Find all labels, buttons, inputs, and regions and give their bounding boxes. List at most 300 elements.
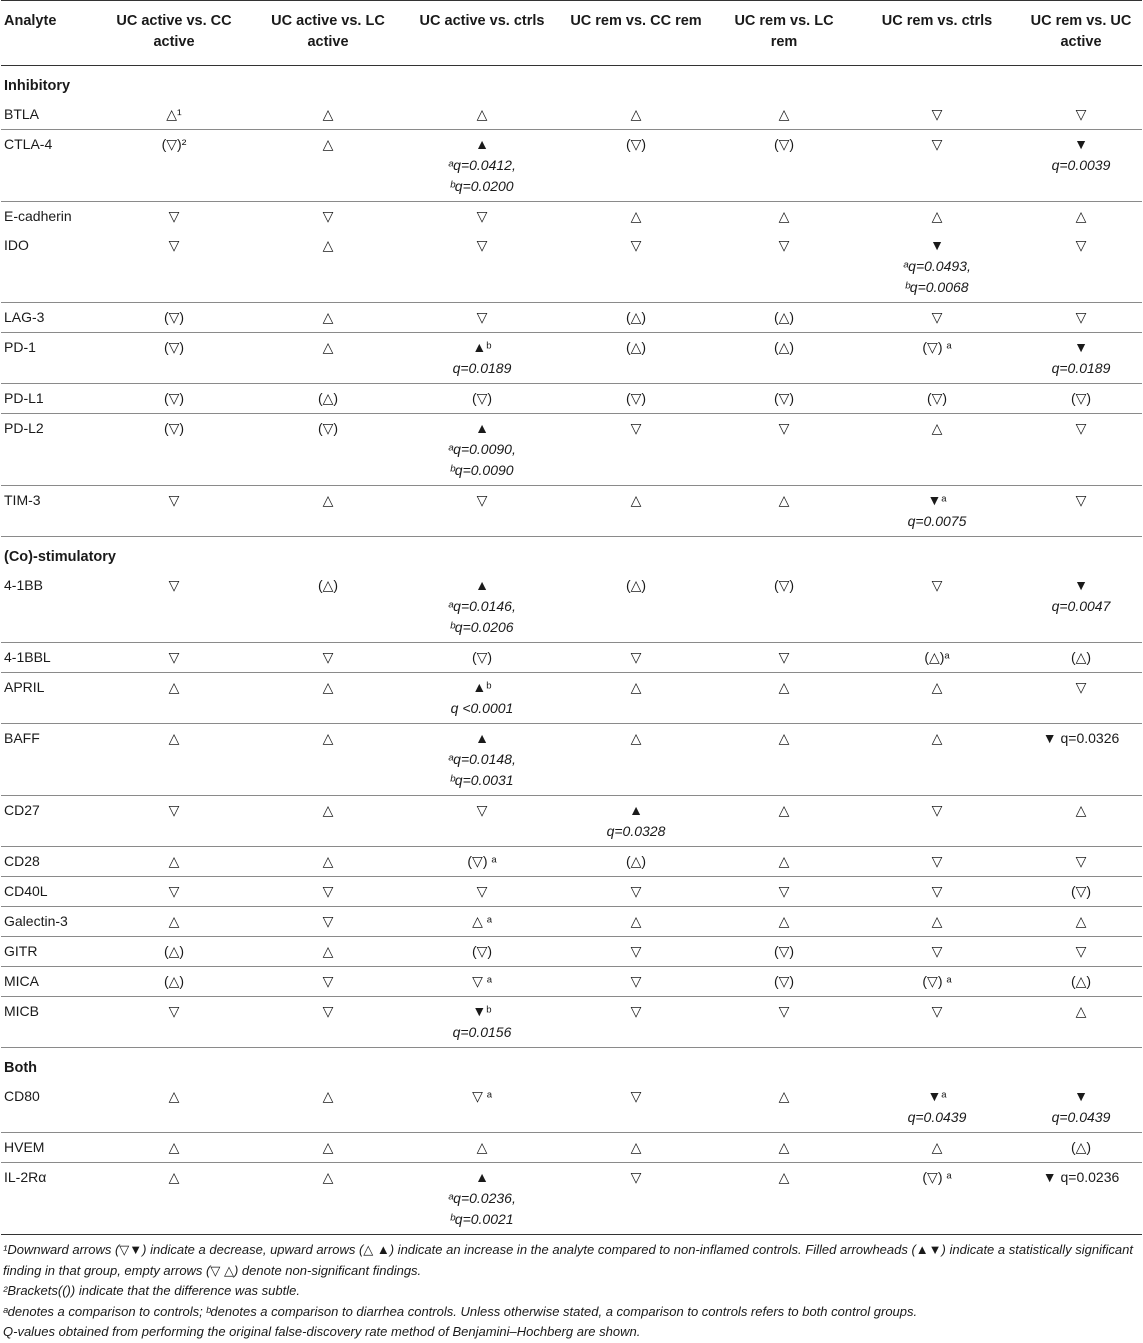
result-arrow: ▽ [630, 883, 642, 899]
results-table [1, 0, 1142, 1235]
result-cell [854, 1082, 1020, 1133]
result-cell [98, 877, 250, 907]
q-value-text: q=0.0439 [907, 1109, 967, 1125]
header-uc-active-vs-lc-active: UC active vs. LC active [250, 1, 406, 66]
result-cell [98, 202, 250, 232]
result-arrow: (▽)² [161, 136, 187, 152]
result-cell [1020, 643, 1142, 673]
table-row [1, 997, 1142, 1048]
result-arrow: ▽ [630, 237, 642, 253]
result-cell [714, 303, 854, 333]
result-cell [1020, 202, 1142, 232]
result-arrow: (△) [1070, 973, 1092, 989]
result-cell [98, 937, 250, 967]
header-uc-active-vs-ctrls: UC active vs. ctrls [406, 1, 558, 66]
q-value-text: ᵇq=0.0031 [450, 772, 514, 788]
result-arrow: △ [931, 1139, 943, 1155]
table-row [1, 333, 1142, 384]
analyte-name: 4-1BBL [1, 643, 98, 673]
result-arrow: ▽ [931, 577, 943, 593]
result-arrow: (▽) [163, 420, 185, 436]
result-cell [558, 907, 714, 937]
footnote-comparisons: ᵃdenotes a comparison to controls; ᵇdenotes a comparison to diarrhea controls. Unless otherwise stated, a comparison to controls refers to both control groups. [3, 1303, 918, 1319]
result-cell [714, 997, 854, 1048]
result-arrow: ▽ [168, 208, 180, 224]
result-cell [98, 796, 250, 847]
result-cell [250, 1133, 406, 1163]
result-arrow: ▽ [1075, 492, 1087, 508]
result-arrow: ▽ [168, 577, 180, 593]
result-arrow: △ [168, 853, 180, 869]
result-arrow: (▽) [773, 943, 795, 959]
result-cell [714, 231, 854, 303]
result-cell [98, 384, 250, 414]
table-row [1, 907, 1142, 937]
result-arrow: (▽) [773, 577, 795, 593]
result-cell [250, 907, 406, 937]
result-cell [558, 130, 714, 202]
result-cell [250, 796, 406, 847]
result-arrow: (▽) [625, 136, 647, 152]
result-cell [250, 130, 406, 202]
result-cell [854, 937, 1020, 967]
analyte-name: IDO [1, 231, 98, 303]
footnotes [0, 1235, 1141, 1343]
result-cell [558, 333, 714, 384]
result-arrow: ▽ [931, 802, 943, 818]
result-arrow: ▽ [322, 973, 334, 989]
result-cell [98, 1133, 250, 1163]
result-cell [558, 877, 714, 907]
result-arrow: ▼ [1074, 577, 1088, 593]
result-arrow: ▲ [475, 730, 489, 746]
result-arrow: △ [168, 1169, 180, 1185]
result-cell [250, 414, 406, 486]
result-cell [98, 231, 250, 303]
result-arrow: ▲ [475, 1169, 489, 1185]
analyte-name: IL-2Rα [1, 1163, 98, 1235]
result-cell [714, 967, 854, 997]
result-cell [854, 1133, 1020, 1163]
result-arrow: △ [1075, 208, 1087, 224]
result-cell [250, 571, 406, 643]
result-arrow: ▽ [1075, 679, 1087, 695]
result-arrow: △ [476, 1139, 488, 1155]
q-value-text: q=0.0189 [1051, 360, 1111, 376]
result-arrow: ▼ᵃ [927, 1088, 947, 1104]
result-cell [1020, 724, 1142, 796]
result-arrow: ▽ [322, 208, 334, 224]
result-arrow: ▽ [931, 1003, 943, 1019]
result-arrow: ▽ [476, 492, 488, 508]
table-row [1, 1133, 1142, 1163]
result-arrow: ▽ [168, 1003, 180, 1019]
result-arrow: △ [931, 679, 943, 695]
q-value-text: ᵃq=0.0146, [448, 598, 516, 614]
q-value-text: ᵃq=0.0148, [448, 751, 516, 767]
analyte-name: MICA [1, 967, 98, 997]
result-arrow: ▽ [778, 1003, 790, 1019]
result-cell [250, 967, 406, 997]
table-row [1, 796, 1142, 847]
q-value-text: ᵇq=0.0206 [450, 619, 514, 635]
result-cell [558, 486, 714, 537]
result-cell [558, 384, 714, 414]
result-cell [406, 384, 558, 414]
q-value-text: ᵇq=0.0090 [450, 462, 514, 478]
result-cell [406, 673, 558, 724]
result-arrow: ▽ [630, 649, 642, 665]
result-cell [714, 414, 854, 486]
table-row [1, 384, 1142, 414]
table-row [1, 202, 1142, 232]
result-arrow: (▽) [773, 136, 795, 152]
result-arrow: (▽) [471, 390, 493, 406]
result-arrow: △ [322, 730, 334, 746]
result-cell [1020, 130, 1142, 202]
result-arrow: (△)ᵃ [924, 649, 950, 665]
result-arrow: ▽ [476, 309, 488, 325]
result-cell [854, 967, 1020, 997]
result-cell [1020, 571, 1142, 643]
result-arrow: ▽ [778, 649, 790, 665]
result-cell [854, 877, 1020, 907]
result-cell [854, 486, 1020, 537]
section-header-row [1, 66, 1142, 101]
result-cell [854, 100, 1020, 130]
result-arrow: △ [322, 802, 334, 818]
result-arrow: ▲ᵇ [472, 339, 492, 355]
result-arrow: ▽ [1075, 106, 1087, 122]
result-cell [714, 796, 854, 847]
result-arrow: ▼ [1074, 339, 1088, 355]
result-cell [558, 967, 714, 997]
result-cell [714, 847, 854, 877]
result-cell [98, 673, 250, 724]
result-arrow: ▽ [630, 943, 642, 959]
result-arrow: △ [630, 106, 642, 122]
header-analyte: Analyte [1, 1, 98, 66]
result-cell [1020, 847, 1142, 877]
result-arrow: △ ᵃ [472, 913, 492, 929]
result-arrow: △ [322, 1088, 334, 1104]
q-value-text: q=0.0439 [1051, 1109, 1111, 1125]
table-row [1, 100, 1142, 130]
result-arrow: △ [322, 136, 334, 152]
analyte-name: GITR [1, 937, 98, 967]
result-cell [406, 202, 558, 232]
result-arrow: ▽ [322, 1003, 334, 1019]
result-cell [558, 100, 714, 130]
result-arrow: ▽ [476, 802, 488, 818]
result-arrow: △ [630, 913, 642, 929]
header-uc-rem-vs-lc-rem: UC rem vs. LC rem [714, 1, 854, 66]
result-cell [406, 997, 558, 1048]
result-cell [250, 333, 406, 384]
result-cell [98, 643, 250, 673]
result-arrow: △ [778, 1169, 790, 1185]
result-arrow: △ [630, 208, 642, 224]
result-arrow: △ [322, 853, 334, 869]
result-cell [714, 1082, 854, 1133]
result-arrow: ▽ [168, 649, 180, 665]
result-cell [1020, 231, 1142, 303]
result-arrow: (△) [163, 973, 185, 989]
result-cell [1020, 796, 1142, 847]
result-arrow: (▽) [926, 390, 948, 406]
table-row [1, 1082, 1142, 1133]
result-arrow: ▼ q=0.0236 [1042, 1169, 1120, 1185]
result-arrow: ▲ [629, 802, 643, 818]
result-arrow: ▲ [475, 577, 489, 593]
result-arrow: (△) [1070, 1139, 1092, 1155]
result-arrow: △ [168, 913, 180, 929]
table-row [1, 130, 1142, 202]
result-cell [406, 333, 558, 384]
result-arrow: (▽) ᵃ [922, 973, 952, 989]
result-arrow: ▽ [168, 883, 180, 899]
header-uc-rem-vs-ctrls: UC rem vs. ctrls [854, 1, 1020, 66]
result-cell [854, 673, 1020, 724]
result-arrow: ▽ [1075, 309, 1087, 325]
result-arrow: △ [778, 208, 790, 224]
result-cell [854, 333, 1020, 384]
result-arrow: ▽ [168, 802, 180, 818]
result-cell [714, 486, 854, 537]
result-cell [406, 1133, 558, 1163]
result-cell [558, 1082, 714, 1133]
result-arrow: ▽ [168, 237, 180, 253]
result-cell [854, 907, 1020, 937]
result-arrow: ▽ [778, 420, 790, 436]
result-arrow: △ [630, 679, 642, 695]
analyte-name: CD28 [1, 847, 98, 877]
result-arrow: △ [630, 492, 642, 508]
q-value-text: ᵃq=0.0090, [448, 441, 516, 457]
result-cell [98, 130, 250, 202]
result-arrow: ▽ [931, 136, 943, 152]
result-arrow: ▼ [930, 237, 944, 253]
table-row [1, 1163, 1142, 1235]
result-cell [1020, 937, 1142, 967]
result-arrow: ▽ [476, 883, 488, 899]
result-cell [1020, 907, 1142, 937]
result-cell [406, 486, 558, 537]
result-cell [714, 571, 854, 643]
result-cell [854, 414, 1020, 486]
result-cell [250, 303, 406, 333]
result-arrow: △ [476, 106, 488, 122]
result-cell [250, 673, 406, 724]
result-cell [250, 937, 406, 967]
result-arrow: △ [168, 679, 180, 695]
result-cell [854, 643, 1020, 673]
result-arrow: △ [931, 730, 943, 746]
result-cell [558, 231, 714, 303]
result-arrow: ▲ [475, 136, 489, 152]
result-arrow: (▽) [1070, 883, 1092, 899]
result-cell [714, 643, 854, 673]
result-cell [98, 997, 250, 1048]
analyte-name: TIM-3 [1, 486, 98, 537]
result-arrow: ▽ [931, 943, 943, 959]
result-arrow: △ [778, 106, 790, 122]
result-arrow: △ [322, 1139, 334, 1155]
result-arrow: △ [931, 208, 943, 224]
result-cell [1020, 1133, 1142, 1163]
analyte-name: Galectin-3 [1, 907, 98, 937]
result-arrow: △ [931, 913, 943, 929]
result-arrow: △¹ [166, 106, 182, 122]
result-arrow: ▽ [630, 1088, 642, 1104]
table-row [1, 937, 1142, 967]
result-arrow: (▽) [163, 309, 185, 325]
analyte-name: MICB [1, 997, 98, 1048]
q-value-text: ᵃq=0.0236, [448, 1190, 516, 1206]
analyte-name: 4-1BB [1, 571, 98, 643]
result-arrow: ▽ [931, 309, 943, 325]
result-cell [1020, 384, 1142, 414]
result-cell [558, 997, 714, 1048]
result-cell [1020, 997, 1142, 1048]
result-arrow: (▽) [163, 339, 185, 355]
result-cell [406, 724, 558, 796]
result-arrow: ▽ [778, 883, 790, 899]
result-arrow: ▼ q=0.0326 [1042, 730, 1120, 746]
result-cell [406, 100, 558, 130]
result-cell [558, 303, 714, 333]
result-cell [854, 303, 1020, 333]
result-arrow: (△) [317, 577, 339, 593]
q-value-text: ᵇq=0.0200 [450, 178, 514, 194]
result-arrow: ▽ [630, 1169, 642, 1185]
result-cell [406, 796, 558, 847]
result-arrow: ▽ [931, 106, 943, 122]
result-arrow: △ [630, 1139, 642, 1155]
result-cell [250, 643, 406, 673]
result-cell [714, 1133, 854, 1163]
result-arrow: △ [322, 943, 334, 959]
footnote-arrows: ¹Downward arrows (▽▼) indicate a decrease, upward arrows (△ ▲) indicate an increase in the analyte compared to non-inflamed controls. Filled arrowheads (▲▼) indicate a statistically significant finding in that group, empty arrows (▽ △) denote non-significant findings. [3, 1242, 1134, 1278]
result-arrow: △ [322, 492, 334, 508]
result-arrow: △ [322, 679, 334, 695]
result-cell [558, 937, 714, 967]
q-value-text: q=0.0156 [452, 1024, 512, 1040]
result-cell [714, 130, 854, 202]
result-cell [714, 937, 854, 967]
result-arrow: △ [168, 1088, 180, 1104]
section-header-row [1, 537, 1142, 572]
result-arrow: (△) [1070, 649, 1092, 665]
q-value-text: q=0.0075 [907, 513, 967, 529]
result-cell [1020, 100, 1142, 130]
result-cell [854, 202, 1020, 232]
result-cell [1020, 1163, 1142, 1235]
result-cell [250, 847, 406, 877]
result-arrow: (▽) [471, 943, 493, 959]
result-cell [1020, 673, 1142, 724]
analyte-name: PD-L2 [1, 414, 98, 486]
result-arrow: △ [630, 730, 642, 746]
result-arrow: (▽) [773, 390, 795, 406]
result-arrow: △ [778, 1139, 790, 1155]
header-uc-rem-vs-cc-rem: UC rem vs. CC rem [558, 1, 714, 66]
result-cell [714, 1163, 854, 1235]
result-cell [1020, 1082, 1142, 1133]
result-cell [854, 1163, 1020, 1235]
result-cell [406, 937, 558, 967]
result-cell [558, 673, 714, 724]
result-arrow: ▽ [168, 492, 180, 508]
result-arrow: ▼ [1074, 136, 1088, 152]
result-cell [854, 796, 1020, 847]
result-arrow: ▽ [1075, 943, 1087, 959]
result-cell [558, 571, 714, 643]
result-cell [98, 414, 250, 486]
section-title: (Co)-stimulatory [4, 549, 116, 565]
result-cell [854, 571, 1020, 643]
result-arrow: △ [168, 1139, 180, 1155]
result-cell [558, 724, 714, 796]
result-cell [1020, 303, 1142, 333]
result-arrow: (△) [317, 390, 339, 406]
result-arrow: (△) [773, 339, 795, 355]
result-arrow: △ [1075, 913, 1087, 929]
result-arrow: △ [322, 237, 334, 253]
result-cell [98, 303, 250, 333]
result-cell [98, 907, 250, 937]
result-cell [250, 724, 406, 796]
section-header-row [1, 1048, 1142, 1083]
result-cell [406, 877, 558, 907]
analyte-name: LAG-3 [1, 303, 98, 333]
result-cell [1020, 333, 1142, 384]
result-arrow: ▽ [778, 237, 790, 253]
result-cell [714, 673, 854, 724]
analyte-name: CD80 [1, 1082, 98, 1133]
result-cell [250, 384, 406, 414]
result-arrow: △ [778, 853, 790, 869]
result-cell [98, 486, 250, 537]
result-cell [714, 100, 854, 130]
result-arrow: (▽) ᵃ [922, 1169, 952, 1185]
result-cell [854, 231, 1020, 303]
analyte-name: HVEM [1, 1133, 98, 1163]
result-cell [714, 202, 854, 232]
result-cell [558, 796, 714, 847]
result-cell [406, 643, 558, 673]
result-arrow: ▽ [1075, 853, 1087, 869]
table-row [1, 643, 1142, 673]
result-cell [98, 1082, 250, 1133]
result-arrow: △ [1075, 802, 1087, 818]
result-cell [406, 571, 558, 643]
result-arrow: ▼ᵇ [472, 1003, 492, 1019]
result-cell [1020, 414, 1142, 486]
q-value-text: q=0.0047 [1051, 598, 1111, 614]
result-arrow: (△) [625, 309, 647, 325]
q-value-text: ᵇq=0.0021 [450, 1211, 514, 1227]
table-row [1, 231, 1142, 303]
result-arrow: △ [168, 730, 180, 746]
q-value-text: q=0.0328 [606, 823, 666, 839]
result-cell [406, 847, 558, 877]
result-cell [1020, 486, 1142, 537]
result-arrow: (▽) [471, 649, 493, 665]
result-arrow: △ [778, 492, 790, 508]
result-cell [558, 1163, 714, 1235]
result-arrow: (△) [625, 853, 647, 869]
